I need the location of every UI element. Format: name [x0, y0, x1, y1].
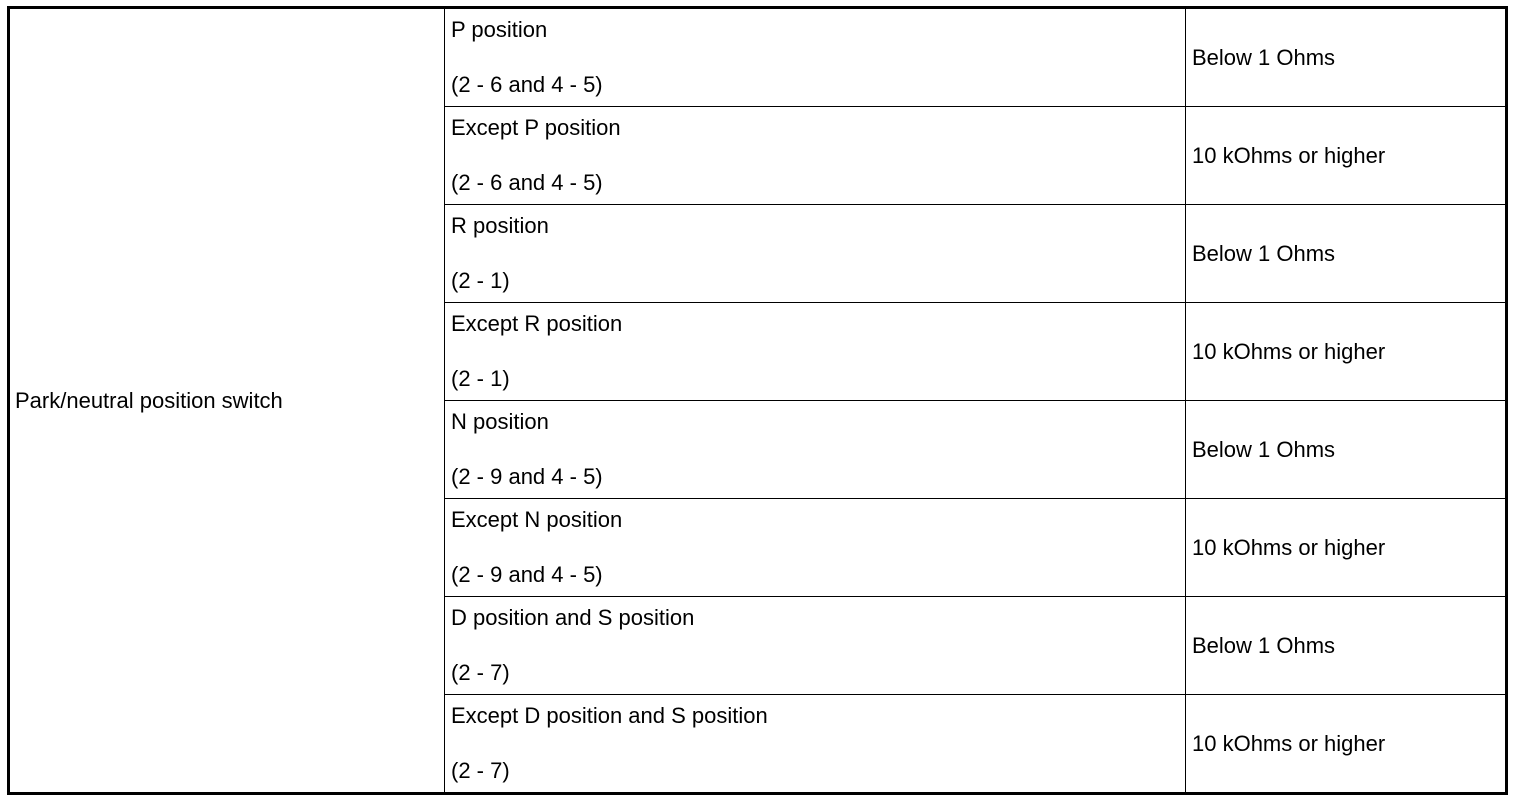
terminal-pair: (2 - 7) [451, 660, 510, 685]
condition-cell [445, 8, 1186, 107]
terminal-pair: (2 - 6 and 4 - 5) [451, 170, 603, 195]
terminal-pair: (2 - 6 and 4 - 5) [451, 72, 603, 97]
condition-cell [445, 695, 1186, 794]
specified-condition: Below 1 Ohms [1186, 401, 1507, 499]
terminal-pair: (2 - 7) [451, 758, 510, 783]
condition-label: Except P position [451, 115, 621, 140]
specified-condition: 10 kOhms or higher [1186, 499, 1507, 597]
condition-cell [445, 597, 1186, 695]
condition-cell [445, 107, 1186, 205]
specified-condition: 10 kOhms or higher [1186, 303, 1507, 401]
table-row [9, 8, 1507, 107]
condition-label: Except N position [451, 507, 623, 532]
terminal-pair: (2 - 1) [451, 366, 510, 391]
condition-cell [445, 499, 1186, 597]
condition-label: Except R position [451, 311, 623, 336]
terminal-pair: (2 - 1) [451, 268, 510, 293]
component-name: Park/neutral position switch [9, 8, 445, 794]
terminal-pair: (2 - 9 and 4 - 5) [451, 464, 603, 489]
condition-cell [445, 401, 1186, 499]
specified-condition: 10 kOhms or higher [1186, 695, 1507, 794]
condition-label: R position [451, 213, 549, 238]
condition-cell [445, 303, 1186, 401]
specified-condition: Below 1 Ohms [1186, 597, 1507, 695]
specified-condition: 10 kOhms or higher [1186, 107, 1507, 205]
specified-condition: Below 1 Ohms [1186, 8, 1507, 107]
condition-label: D position and S position [451, 605, 695, 630]
condition-label: P position [451, 17, 548, 42]
condition-cell [445, 205, 1186, 303]
specification-table [7, 6, 1508, 795]
condition-label: Except D position and S position [451, 703, 768, 728]
condition-label: N position [451, 409, 549, 434]
specified-condition: Below 1 Ohms [1186, 205, 1507, 303]
terminal-pair: (2 - 9 and 4 - 5) [451, 562, 603, 587]
